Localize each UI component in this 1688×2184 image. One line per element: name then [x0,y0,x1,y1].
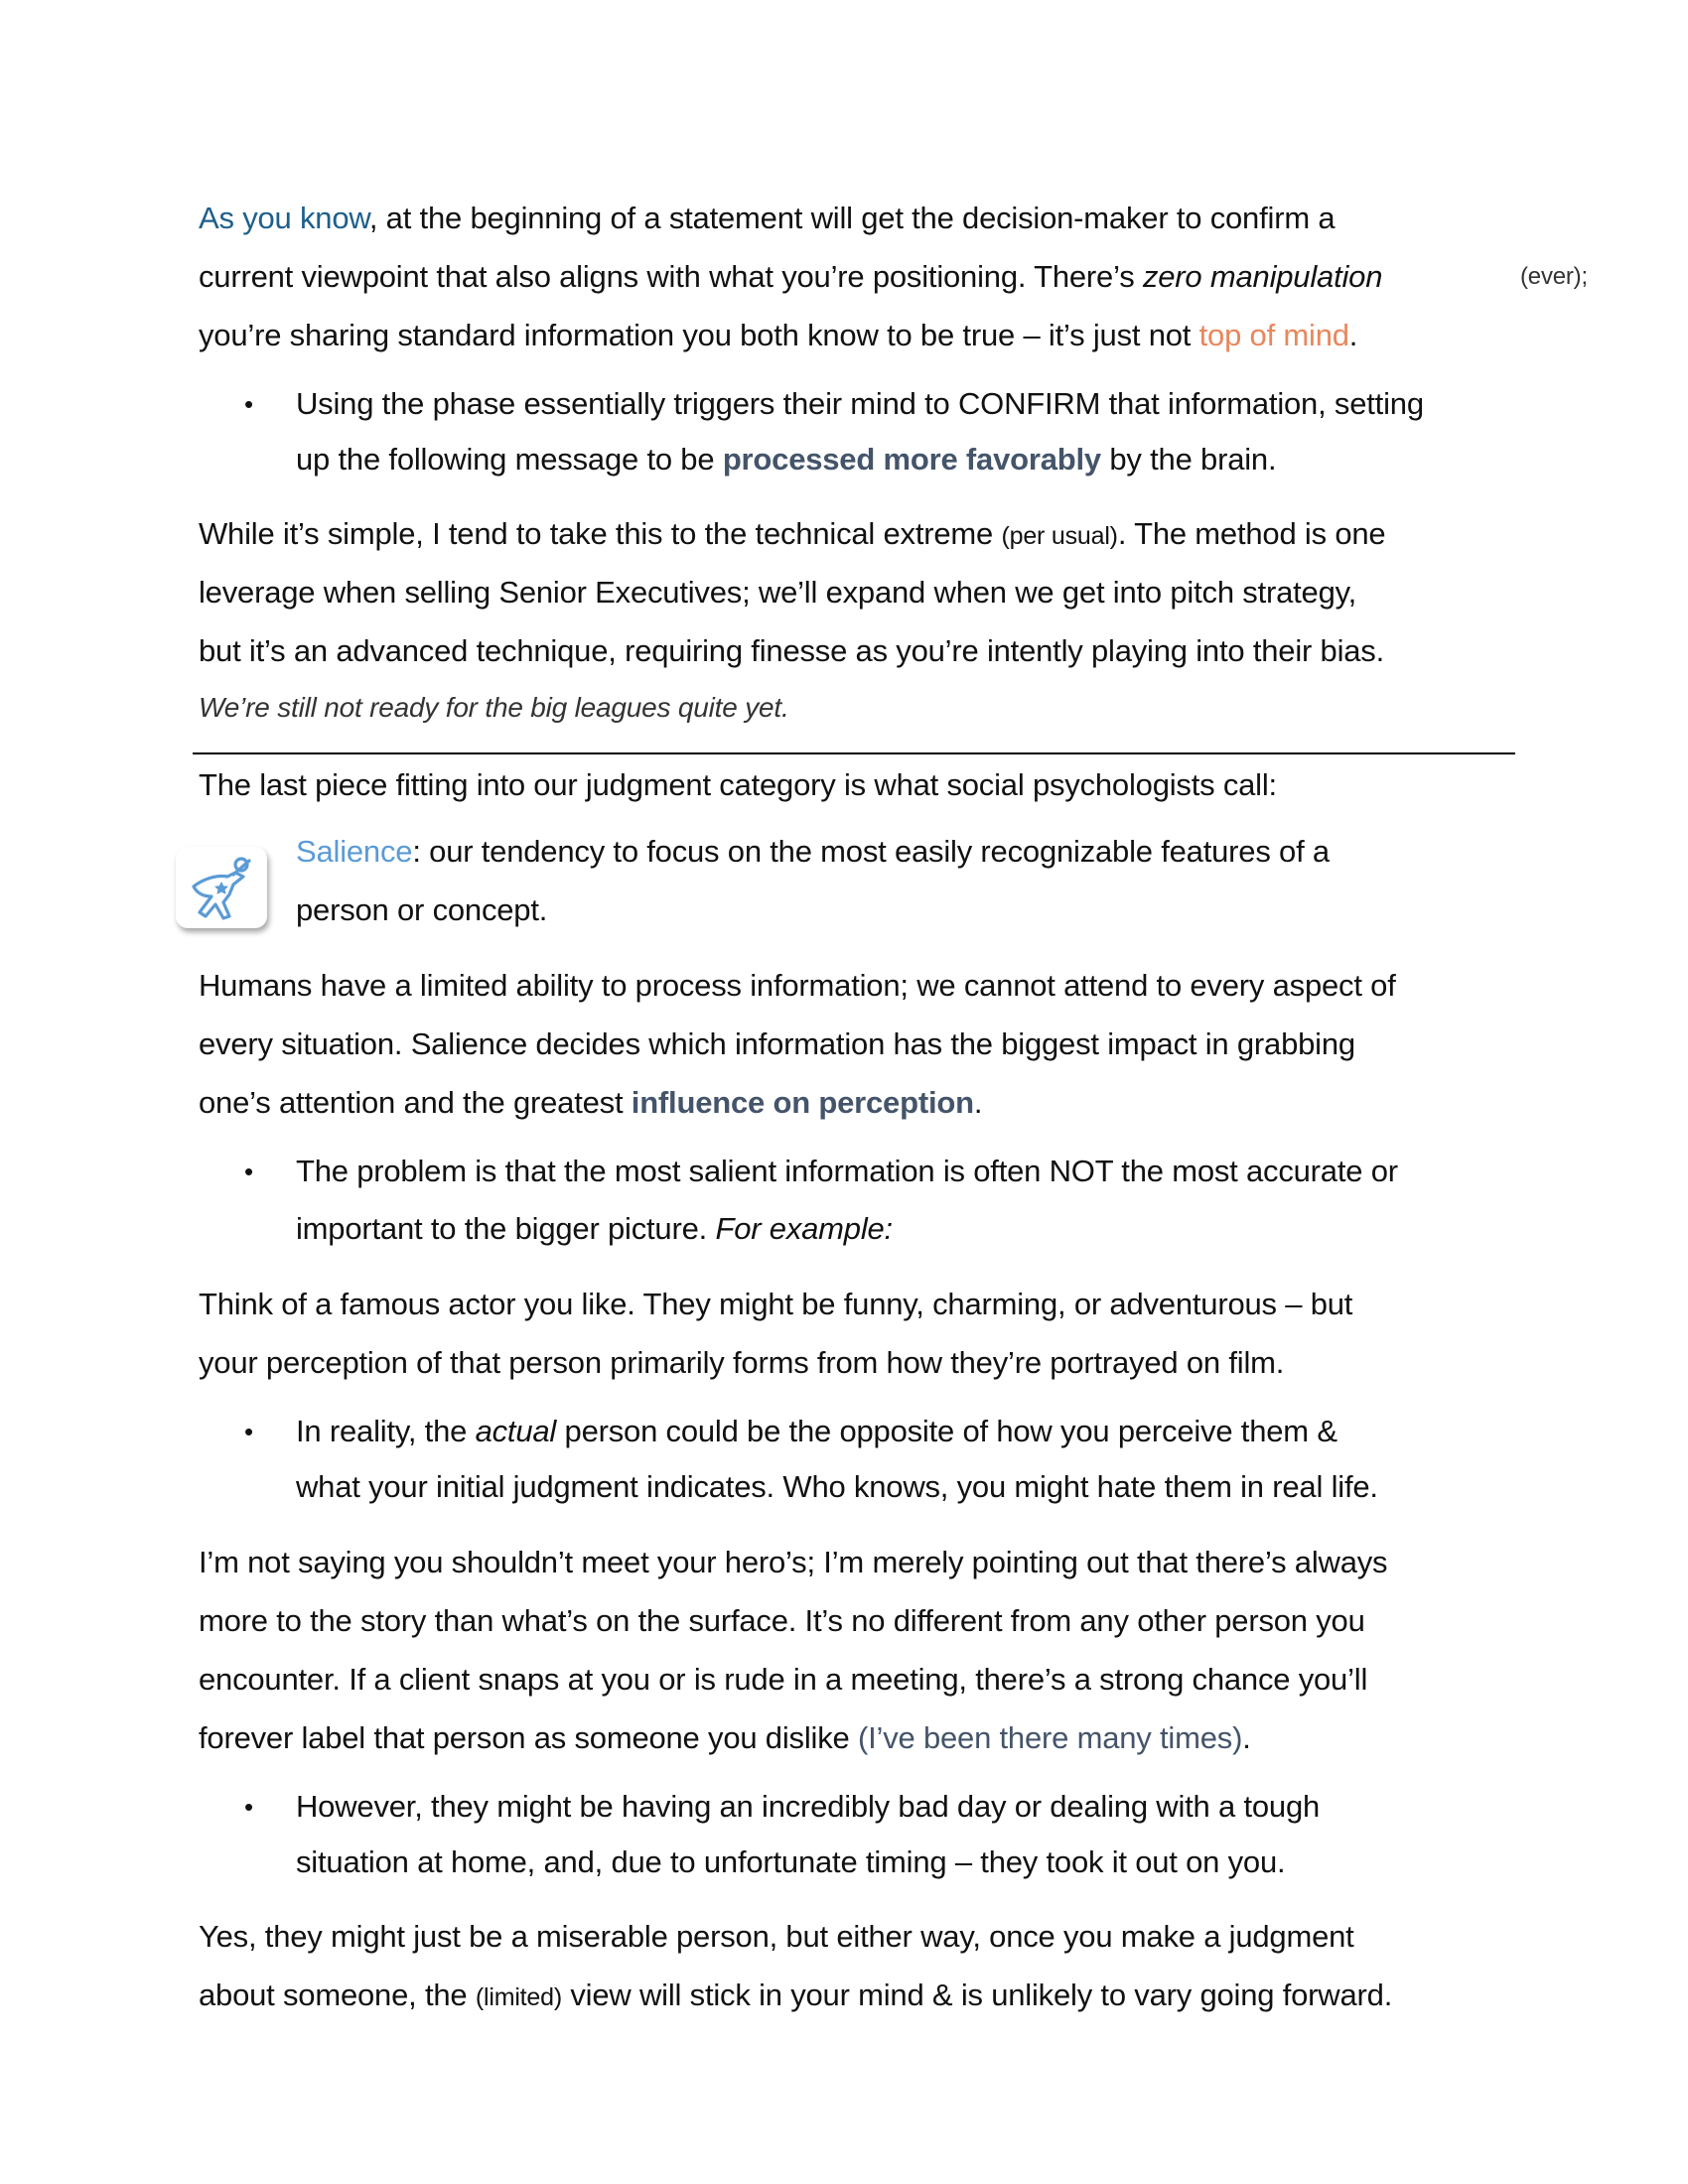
bullet-icon: • [244,389,254,419]
processed-favorably-emphasis: processed more favorably [722,442,1101,477]
per-usual-aside: (per usual) [1001,522,1118,550]
paragraph-2-line-1 [199,514,1385,556]
bullet-3-line-2: what your initial judgment indicates. Who knows, you might hate them in real life. [296,1469,1378,1504]
paragraph-2-line-2: leverage when selling Senior Executives; we’ll expand when we get into pitch strategy, [199,575,1357,610]
paragraph-4-line-2: every situation. Salience decides which information has the biggest impact in grabbing [199,1026,1355,1061]
paragraph-7-line-2 [199,1976,1392,2017]
zero-manipulation-emphasis: zero manipulation [1142,259,1383,294]
section-divider [193,752,1515,754]
paragraph-4-line-1: Humans have a limited ability to process information; we cannot attend to every aspect of [199,968,1396,1003]
text: While it’s simple, I tend to take this to the technical extreme [199,516,1002,551]
side-note: We’re still not ready for the big leagues quite yet. [199,692,789,723]
as-you-know-phrase: As you know [199,201,369,235]
actual-emphasis: actual [475,1414,557,1448]
bullet-4-line-1: However, they might be having an incredibly bad day or dealing with a tough [296,1789,1321,1824]
limited-aside: (limited) [475,1983,562,2011]
ever-aside: (ever); [1520,263,1588,290]
paragraph-4-line-3 [199,1083,982,1123]
text: about someone, the [199,1978,476,2012]
superhero-icon [176,847,267,928]
text: , at the beginning of a statement will get the decision-maker to confirm a [368,201,1336,235]
text: by the brain. [1100,442,1277,477]
bullet-4-line-2: situation at home, and, due to unfortunate timing – they took it out on you. [296,1844,1286,1879]
text: current viewpoint that also aligns with what you’re positioning. There’s [199,259,1143,294]
bullet-1-line-2 [296,440,1276,479]
text: important to the bigger picture. [296,1211,716,1246]
text: forever label that person as someone you dislike [199,1720,858,1755]
influence-on-perception-emphasis: influence on perception [631,1085,974,1120]
text: . [1242,1720,1251,1755]
paragraph-6-line-2: more to the story than what’s on the surface. It’s no different from any other person you [199,1603,1365,1638]
bullet-2-line-1: The problem is that the most salient information is often NOT the most accurate or [296,1154,1398,1188]
top-of-mind-highlight: top of mind [1198,318,1349,352]
text: person could be the opposite of how you perceive them & [556,1414,1337,1448]
text: . [1348,318,1358,352]
paragraph-1-line-2 [199,257,1382,297]
paragraph-6-line-3: encounter. If a client snaps at you or is rude in a meeting, there’s a strong chance you’ll [199,1662,1368,1697]
paragraph-6-line-1: I’m not saying you shouldn’t meet your hero’s; I’m merely pointing out that there’s always [199,1545,1388,1579]
definition-line-1 [296,832,1330,872]
text: you’re sharing standard information you both know to be true – it’s just not [199,318,1199,352]
text: : our tendency to focus on the most easily recognizable features of a [412,834,1330,869]
text: . The method is one [1117,516,1386,551]
paragraph-1-line-1 [199,199,1335,238]
text: . [973,1085,983,1120]
bullet-3-line-1 [296,1412,1337,1451]
paragraph-1-line-3 [199,316,1357,355]
definition-line-2: person or concept. [296,892,548,927]
bullet-1-line-1: Using the phase essentially triggers their mind to CONFIRM that information, setting [296,386,1424,421]
text: In reality, the [296,1414,476,1448]
bullet-icon: • [244,1157,254,1186]
bullet-icon: • [244,1417,254,1446]
paragraph-6-line-4 [199,1718,1251,1758]
paragraph-2-line-3: but it’s an advanced technique, requiring finesse as you’re intently playing into their bias. [199,633,1385,668]
text: view will stick in your mind & is unlikely to vary going forward. [561,1978,1393,2012]
paragraph-5-line-1: Think of a famous actor you like. They might be funny, charming, or adventurous – but [199,1287,1353,1321]
been-there-aside: (I’ve been there many times) [857,1720,1243,1755]
for-example-label: For example: [715,1211,893,1246]
paragraph-3-line-1: The last piece fitting into our judgment category is what social psychologists call: [199,767,1277,802]
text: one’s attention and the greatest [199,1085,632,1120]
text: up the following message to be [296,442,723,477]
bullet-2-line-2 [296,1209,893,1249]
bullet-icon: • [244,1792,254,1822]
paragraph-5-line-2: your perception of that person primarily forms from how they’re portrayed on film. [199,1345,1285,1380]
paragraph-7-line-1: Yes, they might just be a miserable person, but either way, once you make a judgment [199,1919,1354,1954]
salience-term: Salience [296,834,413,869]
